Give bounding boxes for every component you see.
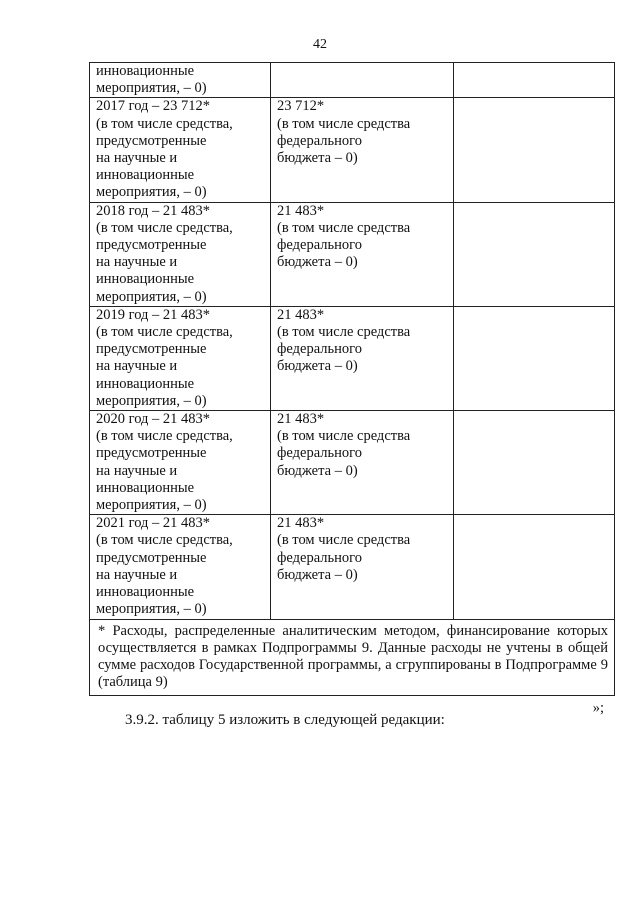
table-row-continuation	[90, 63, 615, 98]
table-cell-extra	[454, 63, 615, 98]
table-cell-extra	[454, 202, 615, 306]
table-cell-extra	[454, 515, 615, 619]
table-cell-period: 2020 год – 21 483* (в том числе средства, предусмотренные на научные и инновационные мероприятия, – 0)	[90, 411, 271, 515]
table-cell-amount	[271, 63, 454, 98]
footnote-text: * Расходы, распределенные аналитическим методом, финансирование которых осуществляется в рамках Подпрограммы 9. Данные расходы не учтены в общей сумме расходов Государственной программы, а сгруппированы в Подпрограмме 9 (таблица 9)	[98, 622, 608, 690]
table-row	[90, 202, 615, 306]
table-cell-period: 2019 год – 21 483* (в том числе средства, предусмотренные на научные и инновационные мероприятия, – 0)	[90, 306, 271, 410]
table-cell-amount: 21 483* (в том числе средства федерального бюджета – 0)	[271, 202, 454, 306]
next-paragraph: 3.9.2. таблицу 5 изложить в следующей редакции:	[125, 712, 445, 728]
table-cell-period: 2017 год – 23 712* (в том числе средства, предусмотренные на научные и инновационные мероприятия, – 0)	[90, 98, 271, 202]
table-cell-extra	[454, 98, 615, 202]
table-footnote	[90, 619, 615, 695]
table-cell-extra	[454, 411, 615, 515]
table-cell-extra	[454, 306, 615, 410]
page-number: 42	[313, 37, 327, 52]
table-row	[90, 306, 615, 410]
financing-table-grid	[89, 62, 615, 696]
table-cell-amount: 21 483* (в том числе средства федерального бюджета – 0)	[271, 411, 454, 515]
table-cell-period: 2018 год – 21 483* (в том числе средства, предусмотренные на научные и инновационные мероприятия, – 0)	[90, 202, 271, 306]
financing-table	[89, 62, 608, 696]
table-cell-amount: 23 712* (в том числе средства федерального бюджета – 0)	[271, 98, 454, 202]
table-cell-period: 2021 год – 21 483* (в том числе средства, предусмотренные на научные и инновационные мероприятия, – 0)	[90, 515, 271, 619]
closing-quote: »;	[592, 700, 604, 716]
table-cell-amount: 21 483* (в том числе средства федерального бюджета – 0)	[271, 515, 454, 619]
table-footnote-row	[90, 619, 615, 695]
table-row	[90, 411, 615, 515]
table-cell-period: инновационные мероприятия, – 0)	[90, 63, 271, 98]
table-cell-amount: 21 483* (в том числе средства федерального бюджета – 0)	[271, 306, 454, 410]
table-row	[90, 515, 615, 619]
table-row	[90, 98, 615, 202]
